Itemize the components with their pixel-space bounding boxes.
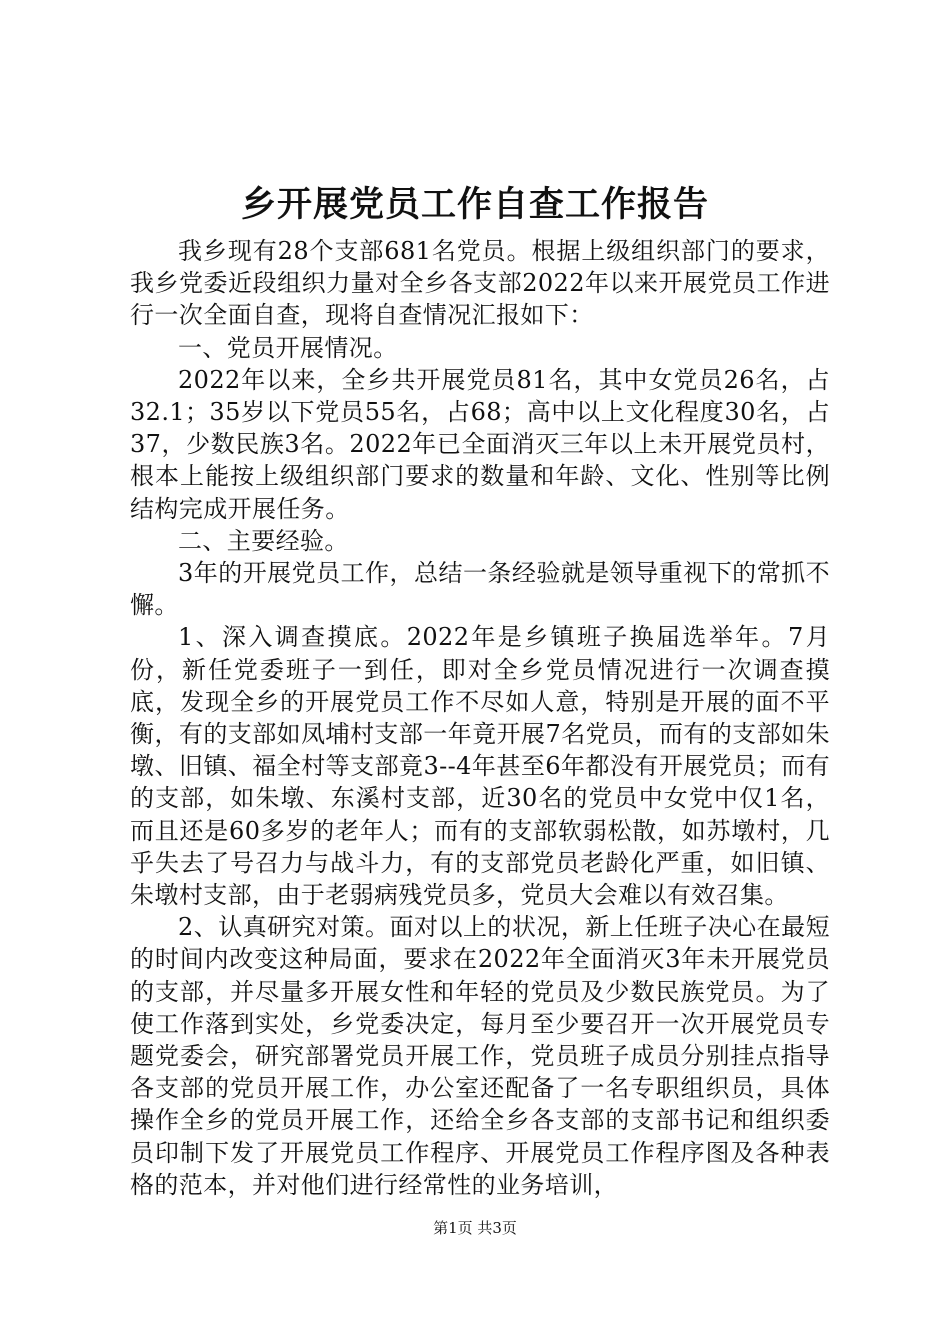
paragraph-statistics: 2022年以来，全乡共开展党员81名，其中女党员26名，占32.1；35岁以下党员55名，占68；高中以上文化程度30名，占37，少数民族3名。2022年已全面消灭三年以上未开展党员村，根本上能按上级组织部门要求的数量和年龄、文化、性别等比例结构完成开展任务。 [130, 365, 830, 523]
paragraph-experience: 3年的开展党员工作，总结一条经验就是领导重视下的常抓不懈。 [130, 559, 830, 620]
section-heading-2: 二、主要经验。 [178, 526, 349, 555]
page-footer: 第1页 共3页 [433, 1219, 517, 1237]
document-body [130, 235, 830, 1201]
document-title: 乡开展党员工作自查工作报告 [240, 184, 709, 225]
paragraph-intro: 我乡现有28个支部681名党员。根据上级组织部门的要求，我乡党委近段组织力量对全乡各支部2022年以来开展党员工作进行一次全面自查，现将自查情况汇报如下： [130, 237, 830, 330]
section-heading-1: 一、党员开展情况。 [178, 333, 398, 362]
paragraph-investigation: 1、深入调查摸底。2022年是乡镇班子换届选举年。7月份，新任党委班子一到任，即对全乡党员情况进行一次调查摸底，发现全乡的开展党员工作不尽如人意，特别是开展的面不平衡，有的支部如凤埔村支部一年竟开展7名党员，而有的支部如朱墩、旧镇、福全村等支部竟3--4年甚至6年都没有开展党员；而有的支部，如朱墩、东溪村支部，近30名的党员中女党中仅1名，而且还是60多岁的老年人；而有的支部软弱松散，如苏墩村，几乎失去了号召力与战斗力，有的支部党员老龄化严重，如旧镇、朱墩村支部，由于老弱病残党员多，党员大会难以有效召集。 [130, 623, 830, 910]
paragraph-countermeasures: 2、认真研究对策。面对以上的状况，新上任班子决心在最短的时间内改变这种局面，要求在2022年全面消灭3年未开展党员的支部，并尽量多开展女性和年轻的党员及少数民族党员。为了使工作落到实处，乡党委决定，每月至少要召开一次开展党员专题党委会，研究部署党员开展工作，党员班子成员分别挂点指导各支部的党员开展工作，办公室还配备了一名专职组织员，具体操作全乡的党员开展工作，还给全乡各支部的支部书记和组织委员印制下发了开展党员工作程序、开展党员工作程序图及各种表格的范本，并对他们进行经常性的业务培训， [130, 913, 830, 1199]
